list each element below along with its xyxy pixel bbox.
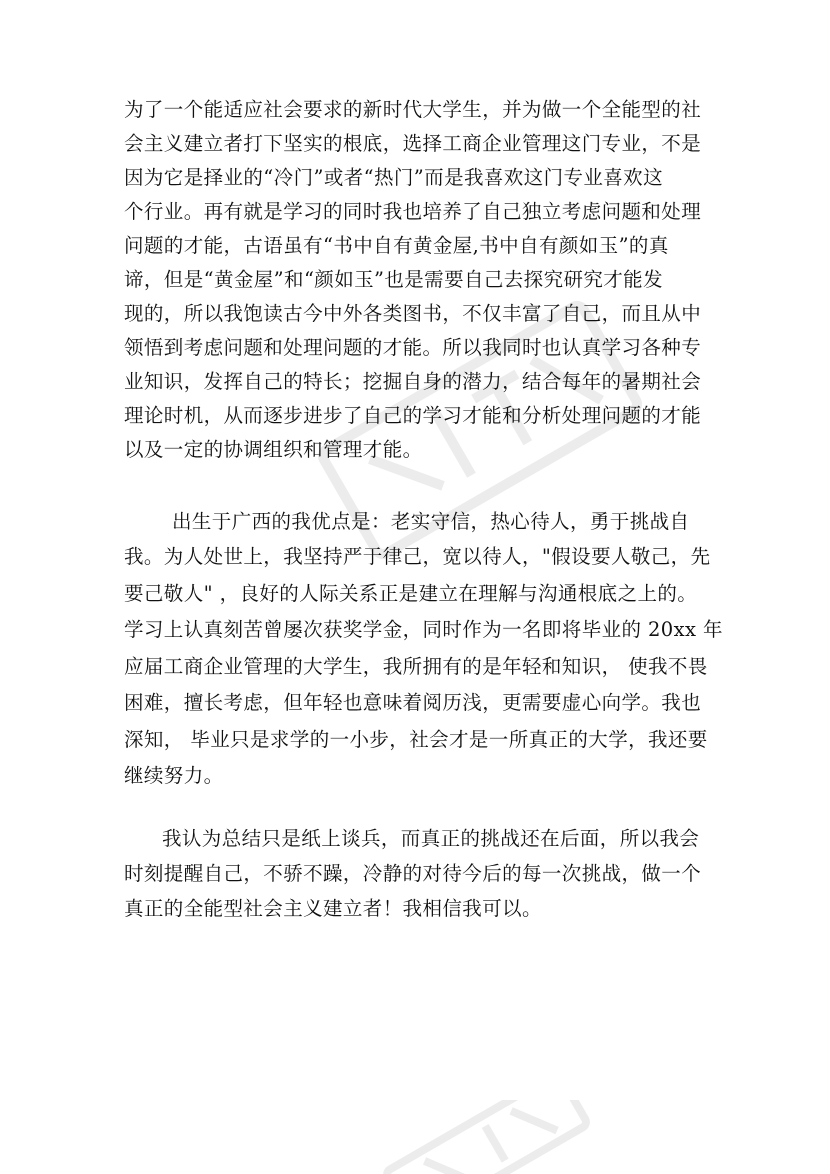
paragraph-3-line-1: 我认为总结只是纸上谈兵，而真正的挑战还在后面，所以我会 — [162, 827, 700, 850]
paragraph-2-line-7: 深知， 毕业只是求学的一小步，社会才是一所真正的大学，我还要 — [124, 728, 708, 751]
paragraph-1-line-11: 以及一定的协调组织和管理才能。 — [124, 438, 423, 461]
paragraph-1-line-5: 问题的才能，古语虽有“书中自有黄金屋,书中自有颜如玉”的真 — [124, 234, 669, 257]
paragraph-3-line-3: 真正的全能型社会主义建立者！我相信我可以。 — [124, 897, 542, 920]
paragraph-1-line-3: 因为它是择业的“冷门”或者“热门”而是我喜欢这门专业喜欢这 — [124, 166, 663, 189]
paragraph-2-line-1: 出生于广西的我优点是：老实守信，热心待人，勇于挑战自 — [172, 510, 690, 533]
paragraph-1-line-7: 现的，所以我饱读古今中外各类图书，不仅丰富了自己，而且从中 — [124, 302, 702, 325]
paragraph-1-line-9: 业知识，发挥自己的特长；挖掘自身的潜力，结合每年的暑期社会 — [124, 370, 702, 393]
watermark-stamp-bottom — [350, 1100, 610, 1174]
paragraph-1-line-6: 谛，但是“黄金屋”和“颜如玉”也是需要自己去探究研究才能发 — [124, 268, 663, 291]
paragraph-2-line-3: 要己敬人" ，良好的人际关系正是建立在理解与沟通根底之上的。 — [124, 582, 698, 605]
paragraph-2-line-8: 继续努力。 — [124, 764, 224, 787]
paragraph-1-line-8: 领悟到考虑问题和处理问题的才能。所以我同时也认真学习各种专 — [124, 336, 702, 359]
paragraph-2-line-4: 学习上认真刻苦曾屡次获奖学金，同时作为一名即将毕业的 20xx 年 — [124, 618, 723, 641]
paragraph-1-line-1: 为了一个能适应社会要求的新时代大学生，并为做一个全能型的社 — [124, 98, 702, 121]
paragraph-2-line-6: 困难，擅长考虑，但年轻也意味着阅历浅，更需要虚心向学。我也 — [124, 691, 702, 714]
paragraph-3-line-2: 时刻提醒自己，不骄不躁，冷静的对待今后的每一次挑战，做一个 — [124, 862, 702, 885]
paragraph-2-line-5: 应届工商企业管理的大学生，我所拥有的是年轻和知识， 使我不畏 — [124, 655, 708, 678]
paragraph-1-line-4: 个行业。再有就是学习的同时我也培养了自己独立考虑问题和处理 — [124, 200, 702, 223]
paragraph-2-line-2: 我。为人处世上，我坚持严于律己，宽以待人，"假设要人敬己，先 — [124, 545, 711, 568]
paragraph-1-line-2: 会主义建立者打下坚实的根底，选择工商企业管理这门专业，不是 — [124, 132, 702, 155]
paragraph-1-line-10: 理论时机，从而逐步进步了自己的学习才能和分析处理问题的才能 — [124, 404, 702, 427]
